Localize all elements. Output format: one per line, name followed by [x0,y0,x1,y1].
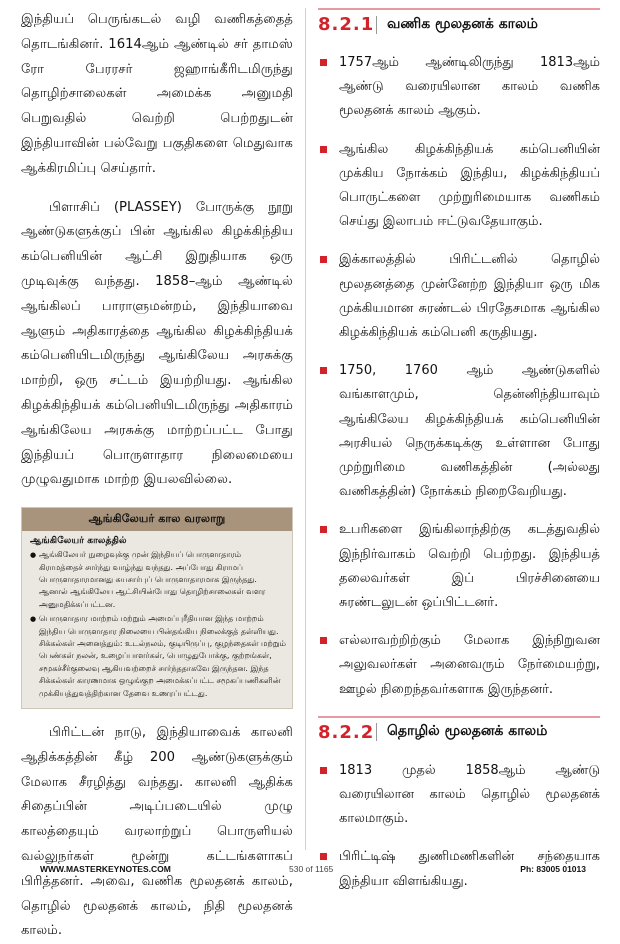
bullet-item [318,518,600,615]
history-box-subtitle: ஆங்கிலேயர் காலத்தில் [30,535,127,547]
bullet-text: எல்லாவற்றிற்கும் மேலாக இந்நிறுவன அலுவலர்கள் அனைவரும் நேர்மையற்று, ஊழல் நிறைந்தவர்களாக இருந்தனர். [339,633,600,697]
square-bullet-icon [320,637,327,644]
bullet-item [318,629,600,702]
bullet-icon: ● [30,551,37,560]
bullet-item [318,138,600,235]
right-column [318,8,600,908]
history-item [30,613,286,700]
section-number: 8.2.1 [318,14,375,35]
footer-phone: Ph: 83005 01013 [520,864,586,874]
square-bullet-icon [320,526,327,533]
bullet-text: 1757ஆம் ஆண்டிலிருந்து 1813ஆம் ஆண்டு வரையிலான காலம் வணிக மூலதனக் காலம் ஆகும். [339,55,600,119]
bullet-icon: ● [30,615,37,624]
square-bullet-icon [320,367,327,374]
bullet-item [318,359,600,504]
square-bullet-icon [320,146,327,153]
paragraph-plassey: பிளாசிப் (PLASSEY) போருக்கு நூறு ஆண்டுகளுக்குப் பின் ஆங்கில கிழக்கிந்திய கம்பெனியின் ஆட்சி இறுதியாக ஒரு முடிவுக்கு வந்தது. 1858–ஆம் ஆண்டில் ஆங்கிலப் பாராளுமன்றம், இந்தியாவை ஆளும் அதிகாரத்தை ஆங்கில கிழக்கிந்தியக் கம்பெனியிடமிருந்து ஆங்கிலேய அரசுக்கு மாற்றி, ஒரு சட்டம் இயற்றியது. ஆங்கில கிழக்கிந்தியக் கம்பெனியிடமிருந்து அதிகாரம் ஆங்கிலேய அரசுக்கு மாற்றப்பட்ட போது இந்தியப் பொருளாதார நிலைமையை முழுவதுமாக மாற்ற இயலவில்லை. [21,199,293,488]
section-title: வணிக மூலதனக் காலம் [376,16,538,34]
bullet-text: 1750, 1760 ஆம் ஆண்டுகளில் வங்காளமும், தென்னிந்தியாவும் ஆங்கிலேய கிழக்கிந்தியக் கம்பெனியின் அரசியல் நெருக்கடிக்கு உள்ளான போது முற்றுரிமை வணிகத்தின் (அல்லது வணிகத்தின்) நோக்கம் நிறைவேறியது. [339,363,600,500]
paragraph-trade-beginning: இந்தியப் பெருங்கடல் வழி வணிகத்தைத் தொடங்கினர். 1614ஆம் ஆண்டில் சர் தாமஸ் ரோ பேரரசர் ஜஹாங்கீரிடமிருந்து தொழிற்சாலைகள் அமைக்க அனுமதி பெறுவதில் வெற்றி பெற்றதுடன் இந்தியாவின் பல்வேறு பகுதிகளை மெதுவாக ஆக்கிரமிப்பு செய்தார். [21,12,293,176]
bullet-text: உபரிகளை இங்கிலாந்திற்கு கடத்துவதில் இந்நிர்வாகம் வெற்றி பெற்றது. இந்தியத் தலைவர்கள் இப் பிரச்சினையை சுரண்டலுடன் ஒப்பிட்டனர். [339,522,600,611]
history-item-text: பொருளாதார மாற்றம் மற்றும் அமைப்புரீதியான இந்த மாற்றம் இந்திய பொருளாதார நிலையை பின்தங்கிய நிலைக்குத் தள்ளியது. சிக்கல்கள் அனைத்தும்: உடல்நலம், குடியிருப்பு, குழந்தைகள் மற்றும் பெண்கள் நலன், உழைப்பாளர்கள், பொழுதுபோக்கு, குற்றங்கள், சமூகச்சீர்குலைவு ஆகியவற்றைச் சார்ந்ததாகவே இருந்தன. இந்த சிக்கல்கள் காரணமாக ஒழுங்குற அமைக்கப்பட்ட சமூகப்பணிகளின் முக்கியத்துவத்திற்கான தேவை உணரப்பட்டது. [39,614,286,698]
footer-website: WWW.MASTERKEYNOTES.COM [40,864,171,874]
bullet-item [318,248,600,345]
paragraph-colonial-phases: பிரிட்டன் நாடு, இந்தியாவைக் காலனி ஆதிக்கத்தின் கீழ் 200 ஆண்டுகளுக்கும் மேலாக சீரழித்து வந்தது. காலனி ஆதிக்க சிதைப்பின் அடிப்படையில் முழு காலத்தையும் வரலாற்றுப் பொருளியல் வல்லுநர்கள் மூன்று கட்டங்களாகப் பிரித்தனர். அவை, வணிக மூலதனக் காலம், தொழில் மூலதனக் காலம், நிதி மூலதனக் காலம். [21,725,293,939]
bullet-text: இக்காலத்தில் பிரிட்டனில் தொழில் மூலதனத்தை முன்னேற்ற இந்தியா ஒரு மிக முக்கியமான சுரண்டல் பிரதேசமாக ஆங்கில கிழக்கிந்தியக் கம்பெனி கருதியது. [339,252,600,341]
square-bullet-icon [320,256,327,263]
history-box-body [22,531,292,708]
page-footer [0,860,620,876]
bullet-item [318,51,600,124]
history-box [21,507,293,709]
bullet-item [318,759,600,832]
history-item [30,549,286,611]
section-title: தொழில் மூலதனக் காலம் [376,723,547,741]
left-column [21,8,293,944]
section-heading [318,722,600,743]
section-8-2-1 [318,8,600,702]
footer-page-number: 530 of 1165 [289,864,334,874]
section-heading [318,14,600,35]
bullet-text: பிரிட்டிஷ் துணிமணிகளின் சந்தையாக இந்தியா விளங்கியது. [339,849,600,889]
history-box-title: ஆங்கிலேயர் கால வரலாறு [22,508,292,531]
history-item-text: ஆங்கிலேயர் நுழைவுக்கு முன் இந்தியப் பொருளாதாரம் கிராமத்தைச் சார்ந்து வாழ்ந்து வந்தது. அப்போது கிராமப் பொருளாதாரமானது சுயசார்புப் பொருளாதாரமாக இருந்தது. ஆனால் ஆங்கிலேய ஆட்சியின்போது தொழிற்சாலைகள் வளர அனுமதிக்கப்பட்டன. [39,550,266,609]
square-bullet-icon [320,767,327,774]
square-bullet-icon [320,59,327,66]
bullet-text: 1813 முதல் 1858ஆம் ஆண்டு வரையிலான காலம் தொழில் மூலதனக் காலமாகும். [339,762,600,827]
bullet-text: ஆங்கில கிழக்கிந்தியக் கம்பெனியின் முக்கிய நோக்கம் இந்திய, கிழக்கிந்தியப் பொருட்களை முற்றுரிமையாக வணிகம் செய்து இலாபம் ஈட்டுவதேயாகும். [339,141,600,230]
section-number: 8.2.2 [318,721,375,743]
column-divider [305,8,306,850]
